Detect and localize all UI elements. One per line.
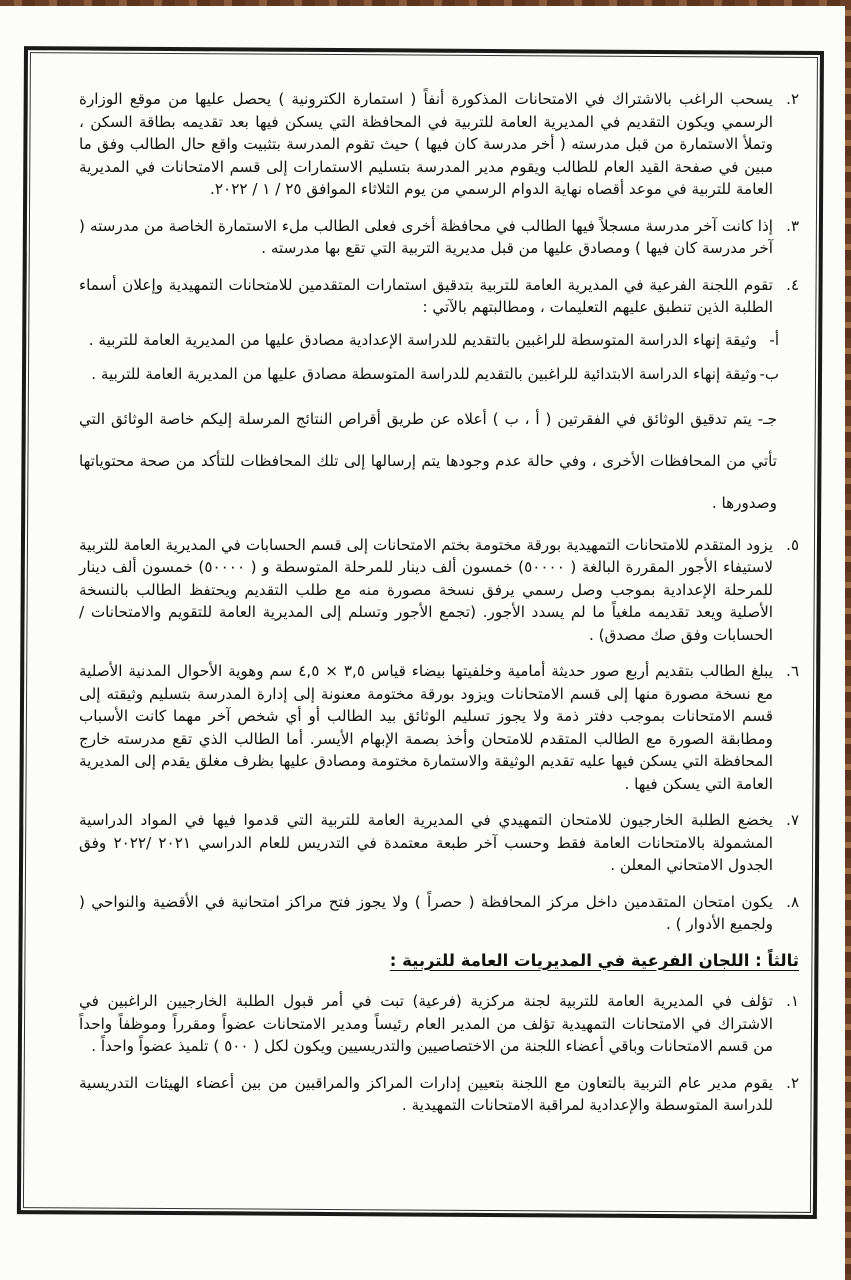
clause-text: يخضع الطلبة الخارجيون للامتحان التمهيدي في المديرية العامة للتربية التي قدموا فيها في المواد الدراسية المشمولة بالامتحانات العامة فقط وحسب آخر طبعة معتمدة في التدريس للعام الدراسي ٢٠٢١ /٢٠٢٢ وفق الجدول الامتحاني المعلن . [79, 811, 773, 874]
sub-clause-text: وثيقة إنهاء الدراسة المتوسطة للراغبين بالتقديم للدراسة الإعدادية مصادق عليها من المديرية العامة للتربية . [88, 330, 757, 349]
clause-text: يبلغ الطالب بتقديم أربع صور حديثة أمامية وخلفيتها بيضاء قياس ٣,٥ × ٤,٥ سم وهوية الأحوال المدنية الأصلية مع نسخة مصورة منها إلى قسم الامتحانات ويزود بورقة مختومة معنونة إلى إدارة المدرسة بتسليم وثيقته إلى قسم الامتحانات بموجب دفتر ذمة ولا يجوز تسليم الوثائق بيد الطالب أو أي شخص آخر مهما كانت الأسباب ومطابقة الصورة مع الطالب المتقدم للامتحان وأخذ بصمة الإبهام الأيسر. أما الطالب الذي تقع مدرسته خارج المحافظة التي يسكن فيها عليه تقديم الوثيقة والاستمارة مختومة ومصادق عليها بظرف مغلق يقدم إلى المديرية العامة التي يسكن فيها . [79, 662, 773, 793]
document-body [79, 88, 799, 1131]
sub-clause-b [79, 363, 779, 386]
sub-clause-letter: أ- [769, 330, 779, 349]
clause-number: ٥. [786, 535, 799, 554]
clause-number: ٦. [786, 662, 799, 680]
clause-number: ٤. [786, 275, 799, 294]
clause-number: ٢. [786, 1073, 799, 1092]
section-clause-2 [79, 1072, 799, 1117]
section-clause-1 [79, 990, 799, 1058]
clause-number: ٣. [786, 216, 799, 235]
sub-clause-text: وثيقة إنهاء الدراسة الابتدائية للراغبين بالتقديم للدراسة المتوسطة مصادق عليها من المديرية العامة للتربية . [91, 365, 757, 383]
clause-2 [79, 88, 799, 201]
clause-text: يكون امتحان المتقدمين داخل مركز المحافظة ( حصراً ) ولا يجوز فتح مراكز امتحانية في الأقضية والنواحي ( ولجميع الأدوار ) . [79, 892, 773, 933]
sub-clause-letter: ب- [759, 365, 779, 383]
clause-5 [79, 534, 799, 647]
clause-8 [79, 891, 799, 936]
clause-text: يسحب الراغب بالاشتراك في الامتحانات المذكورة أنفاً ( استمارة الكترونية ) يحصل عليها من موقع الوزارة الرسمي ويكون التقديم في المديرية العامة للتربية في المحافظة التي يسكن فيها بعد تقديمه بطاقة السكن ، وتملأ الاستمارة من قبل مدرسته ( أخر مدرسة كان فيها ) حيث تقوم المدرسة بتثبيت واقع حال الطالب وفق ما مبين في صفحة القيد العام للطالب ويقوم مدير المدرسة بتسليم الاستمارات إلى قسم الامتحانات في المديرية العامة للتربية في موعد أقصاه نهاية الدوام الرسمي من يوم الثلاثاء الموافق ٢٥ / ١ / ٢٠٢٢. [79, 90, 773, 198]
clause-4 [79, 274, 799, 319]
clause-text: تقوم اللجنة الفرعية في المديرية العامة للتربية بتدقيق استمارات المتقدمين للامتحانات التمهيدية وإعلان أسماء الطلبة الذين تنطبق عليهم التعليمات ، ومطالبتهم بالآتي : [79, 275, 773, 316]
clause-text: يقوم مدير عام التربية بالتعاون مع اللجنة بتعيين إدارات المراكز والمراقبين من بين أعضاء الهيئات التدريسية للدراسة المتوسطة والإعدادية لمراقبة الامتحانات التمهيدية . [79, 1073, 773, 1114]
sub-clause-c: جـ- يتم تدقيق الوثائق في الفقرتين ( أ ، ب ) أعلاه عن طريق أقراص النتائج المرسلة إليكم خاصة الوثائق التي تأتي من المحافظات الأخرى ، وفي حالة عدم وجودها يتم إرسالها إلى تلك المحافظات للتأكد من صحة محتوياتها وصدورها . [79, 409, 777, 512]
clause-number: ٢. [786, 90, 799, 108]
clause-text: إذا كانت آخر مدرسة مسجلاً فيها الطالب في محافظة أخرى فعلى الطالب ملء الاستمارة الخاصة من مدرسته ( آخر مدرسة كان فيها ) ومصادق عليها من قبل مديرية التربية التي تقع بها مدرسته . [79, 216, 773, 257]
clause-3 [79, 215, 799, 260]
clause-number: ٧. [786, 811, 799, 829]
clause-text: يزود المتقدم للامتحانات التمهيدية بورقة مختومة بختم الامتحانات إلى قسم الحسابات في المديرية العامة للتربية لاستيفاء الأجور المقررة البالغة ( ٥٠٠٠٠) خمسون ألف دينار للمرحلة المتوسطة و ( ٥٠٠٠٠) خمسون ألف دينار للمرحلة الإعدادية بموجب وصل رسمي يرفق نسخة مصورة منه مع طلب التقديم ويحتفظ الطالب بالنسخة الأصلية ويعد تقديمه ملغياً ما لم يسدد الأجور. (تجمع الأجور وتسلم إلى المديرية العامة للتقويم والامتحانات / الحسابات وفق صك مصدق) . [79, 535, 774, 644]
clause-6 [79, 660, 799, 795]
clause-number: ١. [786, 992, 799, 1010]
clause-text: تؤلف في المديرية العامة للتربية لجنة مركزية (فرعية) تبت في أمر قبول الطلبة الخارجيين الراغبين في الاشتراك في الامتحانات التمهيدية تؤلف من المدير العام رئيساً ومدير الامتحانات عضواً ومقرراً وموظفاً واحداً من قسم الامتحانات وباقي أعضاء اللجنة من الاختصاصيين والتدريسيين ويكون لكل ( ٥٠٠ ) تلميذ عضواً واحداً . [79, 992, 773, 1055]
clause-number: ٨. [786, 892, 799, 911]
section-heading: ثالثاً : اللجان الفرعية في المديريات العامة للتربية : [389, 950, 799, 970]
sub-clause-a [79, 329, 779, 352]
clause-7 [79, 809, 799, 877]
